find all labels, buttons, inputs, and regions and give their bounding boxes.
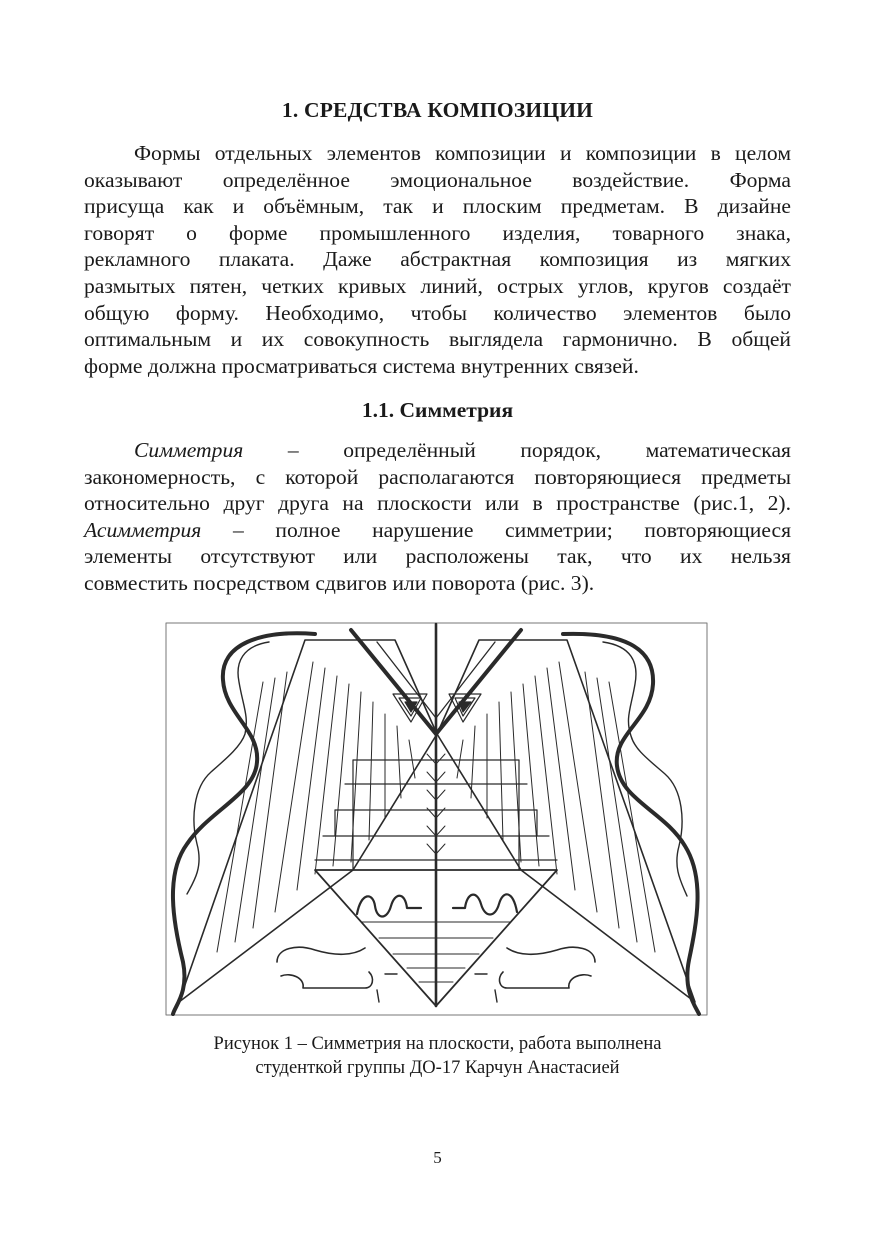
left-s-shape <box>277 947 372 988</box>
paragraph-line: оказывают определённое эмоциональное воздействие. Форма <box>84 167 791 192</box>
paragraph-line <box>84 437 791 464</box>
paragraph-line: присуща как и объёмным, так и плоским предметам. В дизайне <box>84 194 791 219</box>
caption-line: студенткой группы ДО-17 Карчун Анастасией <box>255 1057 620 1078</box>
figure-caption <box>0 1033 875 1080</box>
paragraph-line: оптимальным и их совокупность выглядела гармонично. В общей <box>84 327 791 352</box>
intro-paragraph <box>84 140 791 379</box>
term-asymmetry: Асимметрия <box>84 517 202 542</box>
section-title: 1. СРЕДСТВА КОМПОЗИЦИИ <box>281 98 594 122</box>
right-s-shape <box>500 947 595 988</box>
paragraph-line: совместить посредством сдвигов или поворота (рис. 3). <box>84 570 595 595</box>
left-squiggle <box>357 896 421 917</box>
paragraph-line: форме должна просматриваться система внутренних связей. <box>84 353 639 378</box>
subsection-title: 1.1. Симметрия <box>361 398 514 422</box>
caption-line: Рисунок 1 – Симметрия на плоскости, работа выполнена <box>213 1034 662 1054</box>
paragraph-line: размытых пятен, четких кривых линий, острых углов, кругов создаёт <box>84 273 791 298</box>
paragraph-line: относительно друг друга на плоскости или в пространстве (рис.1, 2). <box>84 491 791 516</box>
page-number: 5 <box>433 1148 442 1167</box>
symmetry-drawing <box>165 622 708 1016</box>
term-symmetry: Симметрия <box>134 438 244 462</box>
paragraph-line: общую форму. Необходимо, чтобы количество элементов было <box>84 300 791 325</box>
paragraph-line: рекламного плаката. Даже абстрактная композиция из мягких <box>84 247 791 272</box>
symmetry-paragraph <box>84 437 791 597</box>
line-text: – определённый порядок, математическая <box>243 438 791 462</box>
paragraph-line <box>84 517 791 544</box>
line-text: – полное нарушение симметрии; повторяющиеся <box>201 517 791 542</box>
paragraph-line: говорят о форме промышленного изделия, товарного знака, <box>84 220 791 245</box>
paragraph-line: Формы отдельных элементов композиции и композиции в целом <box>134 141 791 165</box>
paragraph-line: закономерность, с которой располагаются повторяющиеся предметы <box>84 464 791 489</box>
right-squiggle <box>453 894 517 914</box>
paragraph-line: элементы отсутствуют или расположены так, что их нельзя <box>84 544 791 569</box>
